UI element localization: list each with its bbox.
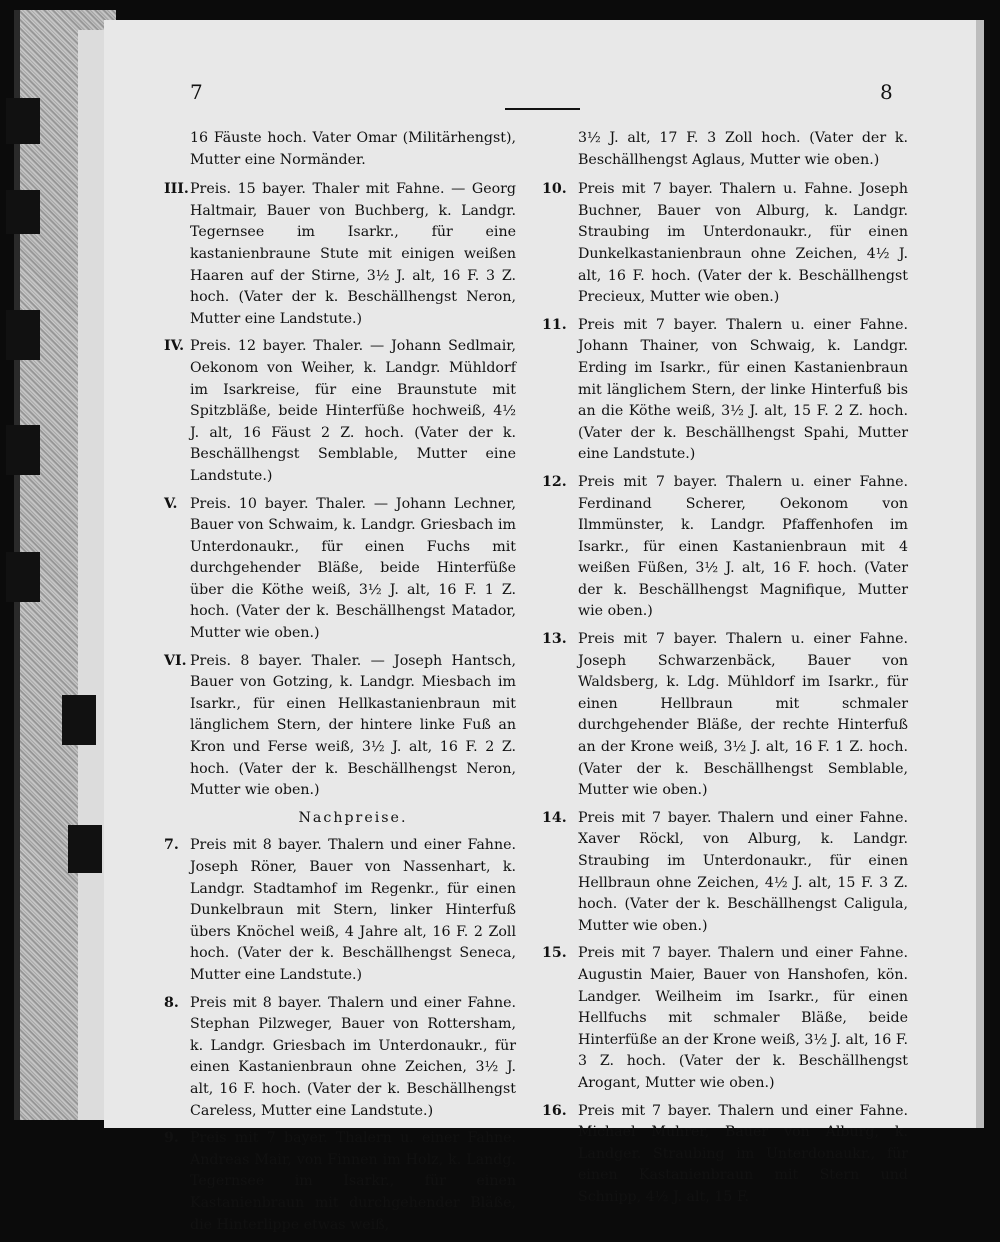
- bookmark-tab: [68, 825, 102, 873]
- entry-text: Preis mit 7 bayer. Thalern u. einer Fahne. Joseph Schwarzenbäck, Bauer von Waldsberg, k. Ldg. Mühldorf im Isarkr., für einen Hellbraun mit schmaler durchgehender Bläße, der rechte Hinterfuß an der Krone weiß, 3½ J. alt, 16 F. 1 Z. hoch. (Vater der k. Beschällhengst Semblable, Mutter wie oben.): [578, 631, 908, 799]
- entry-number: V.: [164, 495, 178, 512]
- entry-text: Preis. 15 bayer. Thaler mit Fahne. — Georg Haltmair, Bauer von Buchberg, k. Landgr. Tegernsee im Isarkr., für eine kastanienbraune Stute mit einigen weißen Haaren auf der Stirne, 3½ J. alt, 16 F. 3 Z. hoch. (Vater der k. Beschällhengst Neron, Mutter eine Landstute.): [190, 181, 516, 327]
- entry-text: Preis mit 7 bayer. Thalern und einer Fahne. Augustin Maier, Bauer von Hanshofen, kön. Landger. Weilheim im Isarkr., für einen Hellfuchs mit schmaler Bläße, beide Hinterfüße an der Krone weiß, 3½ J. alt, 16 F. 3 Z. hoch. (Vater der k. Beschällhengst Arogant, Mutter wie oben.): [578, 945, 908, 1091]
- entry-number: 10.: [542, 181, 567, 198]
- prize-entry: [164, 494, 516, 645]
- prize-entry: [542, 808, 908, 938]
- entry-number: 14.: [542, 809, 567, 826]
- entry-number: III.: [164, 181, 189, 198]
- entry-text: Preis mit 7 bayer. Thalern u. einer Fahne. Andreas Mair, von Finnen im Holz, k. Landg. Tegernsee im Isarkr., für einen Kastanienbraun mit durchgehender Bläße, die Hinterlippe etwas weiß,: [190, 1130, 516, 1233]
- entry-number: VI.: [164, 652, 187, 669]
- entry-text: Preis. 10 bayer. Thaler. — Johann Lechner, Bauer von Schwaim, k. Landgr. Griesbach im Unterdonaukr., für einen Fuchs mit durchgehender Bläße, beide Hinterfüße über die Köthe weiß, 3½ J. alt, 16 F. 1 Z. hoch. (Vater der k. Beschällhengst Matador, Mutter wie oben.): [190, 495, 516, 642]
- right-continuation: 3½ J. alt, 17 F. 3 Zoll hoch. (Vater der k. Beschällhengst Aglaus, Mutter wie oben.): [578, 130, 908, 168]
- section-heading: Nachpreise.: [298, 809, 408, 826]
- entry-text: Preis. 8 bayer. Thaler. — Joseph Hantsch, Bauer von Gotzing, k. Landgr. Miesbach im Isarkr., für einen Hellkastanienbraun mit länglichem Stern, der hintere linke Fuß an Kron und Ferse weiß, 3½ J. alt, 16 F. 2 Z. hoch. (Vater der k. Beschällhengst Neron, Mutter wie oben.): [190, 652, 516, 799]
- entry-number: 15.: [542, 945, 567, 962]
- entry-text: Preis mit 7 bayer. Thalern u. einer Fahne. Johann Thainer, von Schwaig, k. Landgr. Erding im Isarkr., für einen Kastanienbraun mit länglichem Stern, der linke Hinterfuß bis an die Köthe weiß, 3½ J. alt, 15 F. 2 Z. hoch. (Vater der k. Beschällhengst Spahi, Mutter eine Landstute.): [578, 316, 908, 463]
- prize-entry: [164, 336, 516, 487]
- bookmark-tab: [6, 552, 40, 602]
- prize-entry: [542, 1101, 908, 1209]
- entry-number: 13.: [542, 631, 567, 648]
- left-column: [164, 128, 516, 1242]
- entry-number: 12.: [542, 473, 567, 490]
- bookmark-tab: [6, 98, 40, 144]
- right-page-number: 8: [880, 80, 893, 104]
- left-page-number: 7: [190, 80, 203, 104]
- prize-entry: [542, 179, 908, 309]
- prize-entry: [164, 993, 516, 1123]
- entry-text: Preis mit 7 bayer. Thalern u. Fahne. Joseph Buchner, Bauer von Alburg, k. Landgr. Straubing im Unterdonaukr., für einen Dunkelkastanienbraun ohne Zeichen, 4½ J. alt, 16 F. hoch. (Vater der k. Beschällhengst Precieux, Mutter wie oben.): [578, 181, 908, 306]
- entry-text: Preis mit 7 bayer. Thalern und einer Fahne. Xaver Röckl, von Alburg, k. Landgr. Straubing im Unterdonaukr., für einen Hellbraun ohne Zeichen, 4½ J. alt, 15 F. 3 Z. hoch. (Vater der k. Beschällhengst Caligula, Mutter wie oben.): [578, 809, 908, 934]
- prize-entry: [164, 1128, 516, 1236]
- entry-number: 7.: [164, 837, 179, 854]
- header-rule: [505, 108, 580, 110]
- entry-number: 11.: [542, 316, 567, 333]
- entry-text: Preis mit 8 bayer. Thalern und einer Fahne. Joseph Röner, Bauer von Nassenhart, k. Landgr. Stadtamhof im Regenkr., für einen Dunkelbraun mit Stern, linker Hinterfuß übers Knöchel weiß, 4 Jahre alt, 16 F. 2 Zoll hoch. (Vater der k. Beschällhengst Seneca, Mutter eine Landstute.): [190, 837, 516, 983]
- prize-entry: [542, 943, 908, 1094]
- left-continuation: 16 Fäuste hoch. Vater Omar (Militärhengst), Mutter eine Normänder.: [190, 130, 516, 168]
- bookmark-tab: [6, 425, 40, 475]
- entry-number: 9.: [164, 1130, 179, 1147]
- entry-text: Preis mit 8 bayer. Thalern und einer Fahne. Stephan Pilzweger, Bauer von Rottersham, k. Landgr. Griesbach im Unterdonaukr., für einen Kastanienbraun ohne Zeichen, 3½ J. alt, 16 F. hoch. (Vater der k. Beschällhengst Careless, Mutter eine Landstute.): [190, 994, 516, 1119]
- right-column: [542, 128, 908, 1215]
- bookmark-tab: [6, 190, 40, 234]
- entry-text: Preis mit 7 bayer. Thalern u. einer Fahne. Ferdinand Scherer, Oekonom von Ilmmünster, k. Landgr. Pfaffenhofen im Isarkr., für einen Kastanienbraun mit 4 weißen Füßen, 3½ J. alt, 16 F. hoch. (Vater der k. Beschällhengst Magnifique, Mutter wie oben.): [578, 473, 908, 620]
- prize-entry: [542, 629, 908, 802]
- bookmark-tab: [6, 310, 40, 360]
- entry-text: Preis mit 7 bayer. Thalern und einer Fahne. Michael Muhrer, Bauer von Alburg, k. Landger. Straubing im Unterdonaukr., für einen Kastanienbraun mit Stern und Schnipp, 4½ J. alt, 15 F.: [578, 1102, 908, 1205]
- prize-entry: [164, 651, 516, 802]
- prize-entry: [542, 472, 908, 623]
- entry-number: IV.: [164, 338, 185, 355]
- prize-entry: [164, 179, 516, 330]
- bookmark-tab: [62, 695, 96, 745]
- page-right-edge: [976, 20, 984, 1128]
- prize-entry: [164, 835, 516, 986]
- entry-number: 8.: [164, 994, 179, 1011]
- entry-text: Preis. 12 bayer. Thaler. — Johann Sedlmair, Oekonom von Weiher, k. Landgr. Mühldorf im Isarkreise, für eine Braunstute mit Spitzbläße, beide Hinterfüße hochweiß, 4½ J. alt, 16 Fäust 2 Z. hoch. (Vater der k. Beschällhengst Semblable, Mutter eine Landstute.): [190, 338, 516, 484]
- entry-number: 16.: [542, 1102, 567, 1119]
- prize-entry: [542, 315, 908, 466]
